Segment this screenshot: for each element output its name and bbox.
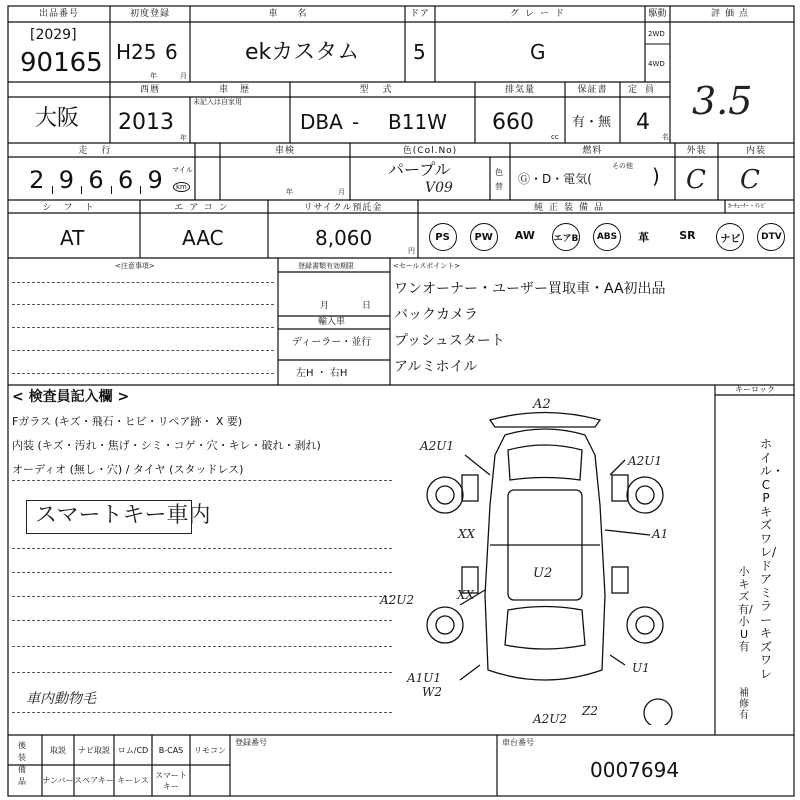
inspector-line xyxy=(12,480,392,481)
sales-point-3: プッシュスタート xyxy=(394,333,505,349)
bottom-row-1 xyxy=(42,735,230,765)
doors: 5 xyxy=(413,40,426,64)
aircon: AAC xyxy=(182,226,224,250)
label-year: 西暦 xyxy=(139,85,160,95)
car-name: ekカスタム xyxy=(245,40,360,65)
equipment-8: DTV xyxy=(757,223,785,251)
steering: 左H ・ 右H xyxy=(296,368,348,379)
label-shaken: 車検 xyxy=(274,146,295,156)
label-warranty: 保証書 xyxy=(577,85,608,95)
label-displacement: 排気量 xyxy=(504,85,535,95)
inspector-line xyxy=(12,672,392,673)
inspector-line xyxy=(12,548,392,549)
month-suffix: 月 xyxy=(180,72,187,80)
mark-a2u1-left: A2U1 xyxy=(420,439,455,453)
note-line xyxy=(12,327,274,328)
label-notes: <注意事項> xyxy=(115,262,155,270)
bottom-cell: ナンバー xyxy=(42,776,74,785)
first-reg-month: 6 xyxy=(165,40,178,64)
reg-day: 日 xyxy=(362,301,372,311)
mileage-digits xyxy=(22,166,170,194)
inspection-audio: オーディオ (無し・穴) / タイヤ (スタッドレス) xyxy=(12,463,244,476)
label-colorswap: 色 替 xyxy=(495,168,503,191)
label-car-name: 車名 xyxy=(268,9,327,19)
shaken-month: 月 xyxy=(338,188,345,196)
label-chassis: 車歴 xyxy=(218,85,261,95)
recycle-fee: 8,060 xyxy=(315,226,373,250)
label-mileage: 走行 xyxy=(78,146,125,156)
equipment-7: ナビ xyxy=(716,223,744,251)
reg-month: 月 xyxy=(320,301,330,311)
sales-point-1: ワンオーナー・ユーザー買取車・AA初出品 xyxy=(394,281,666,297)
score-handwritten: 3.5 xyxy=(692,79,753,123)
label-cartuner: ｶｰﾁｭｰﾅｰ・ﾃﾚﾋﾞ xyxy=(728,203,768,210)
dealer-line: ディーラー・並行 xyxy=(292,337,372,348)
mark-a1u1: A1U1 xyxy=(407,671,442,685)
label-shift: シフト xyxy=(42,203,106,213)
interior-grade: C xyxy=(740,165,760,195)
equipment-5: 革 xyxy=(638,231,650,244)
label-inspector: < 検査員記入欄 > xyxy=(12,389,130,405)
label-grade: グレード xyxy=(509,9,570,19)
side-note: ホイル・CPキズワレ/ドアミラーキズワレ xyxy=(760,437,785,681)
label-score: 評価点 xyxy=(710,9,753,19)
yen-unit: 円 xyxy=(408,247,415,255)
capacity: 4 xyxy=(636,110,650,135)
label-recycle: リサイクル預託金 xyxy=(303,203,383,213)
bottom-cell: スマートキー xyxy=(155,770,187,791)
lot-number: 90165 xyxy=(20,48,103,78)
drive-4wd: 4WD xyxy=(648,60,665,68)
inspector-line xyxy=(12,620,392,621)
lot-bracket: [2029] xyxy=(30,27,77,43)
side-note-small2: 補修有 xyxy=(739,688,749,721)
sales-point-2: バックカメラ xyxy=(394,307,478,323)
mileage-separator xyxy=(81,186,82,194)
smart-key-note: スマートキー車内 xyxy=(35,503,211,528)
mileage-digit: 2 xyxy=(29,166,45,194)
bottom-cell: スペアキー xyxy=(74,776,114,785)
color-code-handwritten: V09 xyxy=(425,180,453,196)
inspector-line xyxy=(12,572,392,573)
grade: G xyxy=(530,40,546,64)
label-doors: ドア xyxy=(410,9,430,19)
shift: AT xyxy=(60,226,85,250)
equipment-2: AW xyxy=(514,229,535,242)
mark-a2u1-right: A2U1 xyxy=(628,454,663,468)
label-optional: 後 装 備 品 xyxy=(18,741,26,786)
inspection-windshield: Fガラス (キズ・飛石・ヒビ・リペア跡・ X 要) xyxy=(12,415,243,428)
mark-xx-1: XX xyxy=(458,527,476,541)
label-model: 型式 xyxy=(359,85,406,95)
mileage-digit: 9 xyxy=(58,166,75,194)
inspector-line xyxy=(12,596,392,597)
label-interior: 内装 xyxy=(745,146,766,156)
inspection-interior: 内装 (キズ・汚れ・焦げ・シミ・コゲ・穴・キレ・破れ・剥れ) xyxy=(12,439,321,452)
color-name: パープル xyxy=(388,160,451,179)
mark-u1: U1 xyxy=(632,661,650,675)
note-line xyxy=(12,304,274,305)
exterior-grade: C xyxy=(686,165,706,195)
car-diagram xyxy=(410,395,740,725)
bottom-cell: キーレス xyxy=(117,776,149,785)
bottom-cell: ロム/CD xyxy=(117,745,149,755)
label-lot-no: 出品番号 xyxy=(38,9,79,19)
inspector-line xyxy=(12,712,392,713)
note-line xyxy=(12,373,274,374)
first-reg-era: H25 xyxy=(116,40,157,64)
note-line xyxy=(12,282,274,283)
side-note-small: 小キズ有/小U有 xyxy=(738,565,753,653)
mileage-unit-km: km xyxy=(173,182,190,192)
mark-a2u2-left: A2U2 xyxy=(380,593,415,607)
label-exterior: 外装 xyxy=(686,146,707,156)
label-capacity: 定員 xyxy=(627,85,662,95)
mark-z2: Z2 xyxy=(582,704,598,718)
year-suffix-2: 年 xyxy=(180,134,187,142)
equipment-1: PW xyxy=(470,223,498,251)
inspector-line xyxy=(12,646,392,647)
label-chassis-sub: 未記入は自家用 xyxy=(193,98,242,106)
label-first-reg: 初度登録 xyxy=(129,9,170,19)
sales-point-4: アルミホイル xyxy=(394,359,478,375)
label-sales-points: <セールスポイント> xyxy=(393,262,461,270)
label-equipment: 純正装備品 xyxy=(533,203,609,213)
equipment-0: PS xyxy=(429,223,457,251)
drive-2wd: 2WD xyxy=(648,30,665,38)
label-keylock: キーロック xyxy=(735,385,775,394)
reg-year: 2013 xyxy=(118,110,174,135)
label-aircon: エアコン xyxy=(174,203,234,213)
equipment-6: SR xyxy=(679,229,696,242)
warranty: 有・無 xyxy=(572,115,612,130)
fuel-options: Ⓖ・D・電気( xyxy=(518,172,592,186)
mileage-unit-mile: マイル xyxy=(172,166,193,174)
chassis-number: 0007694 xyxy=(590,758,680,782)
mark-a2u2-bottom: A2U2 xyxy=(533,712,568,726)
smart-key-box xyxy=(26,500,192,534)
mileage-digit: 9 xyxy=(147,166,163,194)
mark-a2: A2 xyxy=(533,397,551,412)
bottom-cell: B-CAS xyxy=(158,745,184,755)
mark-xx-2: XX xyxy=(457,588,475,602)
model-code: B11W xyxy=(388,110,447,134)
note-line xyxy=(12,350,274,351)
bottom-cell: リモコン xyxy=(194,745,226,755)
bottom-row-2 xyxy=(42,765,230,796)
cc-unit: cc xyxy=(551,133,559,141)
label-reg-no: 登録番号 xyxy=(235,738,267,747)
mark-w2: W2 xyxy=(422,685,442,699)
bottom-cell: 取説 xyxy=(50,745,66,755)
mileage-digit: 6 xyxy=(117,166,134,194)
year-suffix: 年 xyxy=(150,72,157,80)
model-prefix: DBA xyxy=(300,110,343,134)
label-chassis-no: 車台番号 xyxy=(502,738,534,747)
mileage-separator xyxy=(111,186,112,194)
fuel-other: その他 xyxy=(612,162,633,170)
label-color: 色(Col.No) xyxy=(402,146,458,156)
label-drive: 駆動 xyxy=(648,9,667,19)
label-reg-deadline: 登録書類有効期限 xyxy=(298,262,354,270)
capacity-suffix: 名 xyxy=(662,133,669,141)
equipment-4: ABS xyxy=(593,223,621,251)
mileage-separator xyxy=(52,186,53,194)
region: 大阪 xyxy=(35,106,80,131)
label-fuel: 燃料 xyxy=(582,146,603,156)
interior-note: 車内動物毛 xyxy=(26,691,96,707)
model-dash: - xyxy=(352,110,360,134)
mileage-digit: 6 xyxy=(88,166,104,194)
equipment-row xyxy=(422,221,792,253)
mark-u2: U2 xyxy=(533,566,553,581)
mileage-separator xyxy=(140,186,141,194)
equipment-3: エアB xyxy=(552,223,580,251)
label-import: 輸入車 xyxy=(318,317,346,327)
mark-a1: A1 xyxy=(652,527,669,541)
bottom-cell: ナビ取説 xyxy=(78,745,110,755)
shaken-year: 年 xyxy=(286,188,293,196)
fuel-close: ) xyxy=(652,164,660,188)
displacement: 660 xyxy=(492,110,534,135)
